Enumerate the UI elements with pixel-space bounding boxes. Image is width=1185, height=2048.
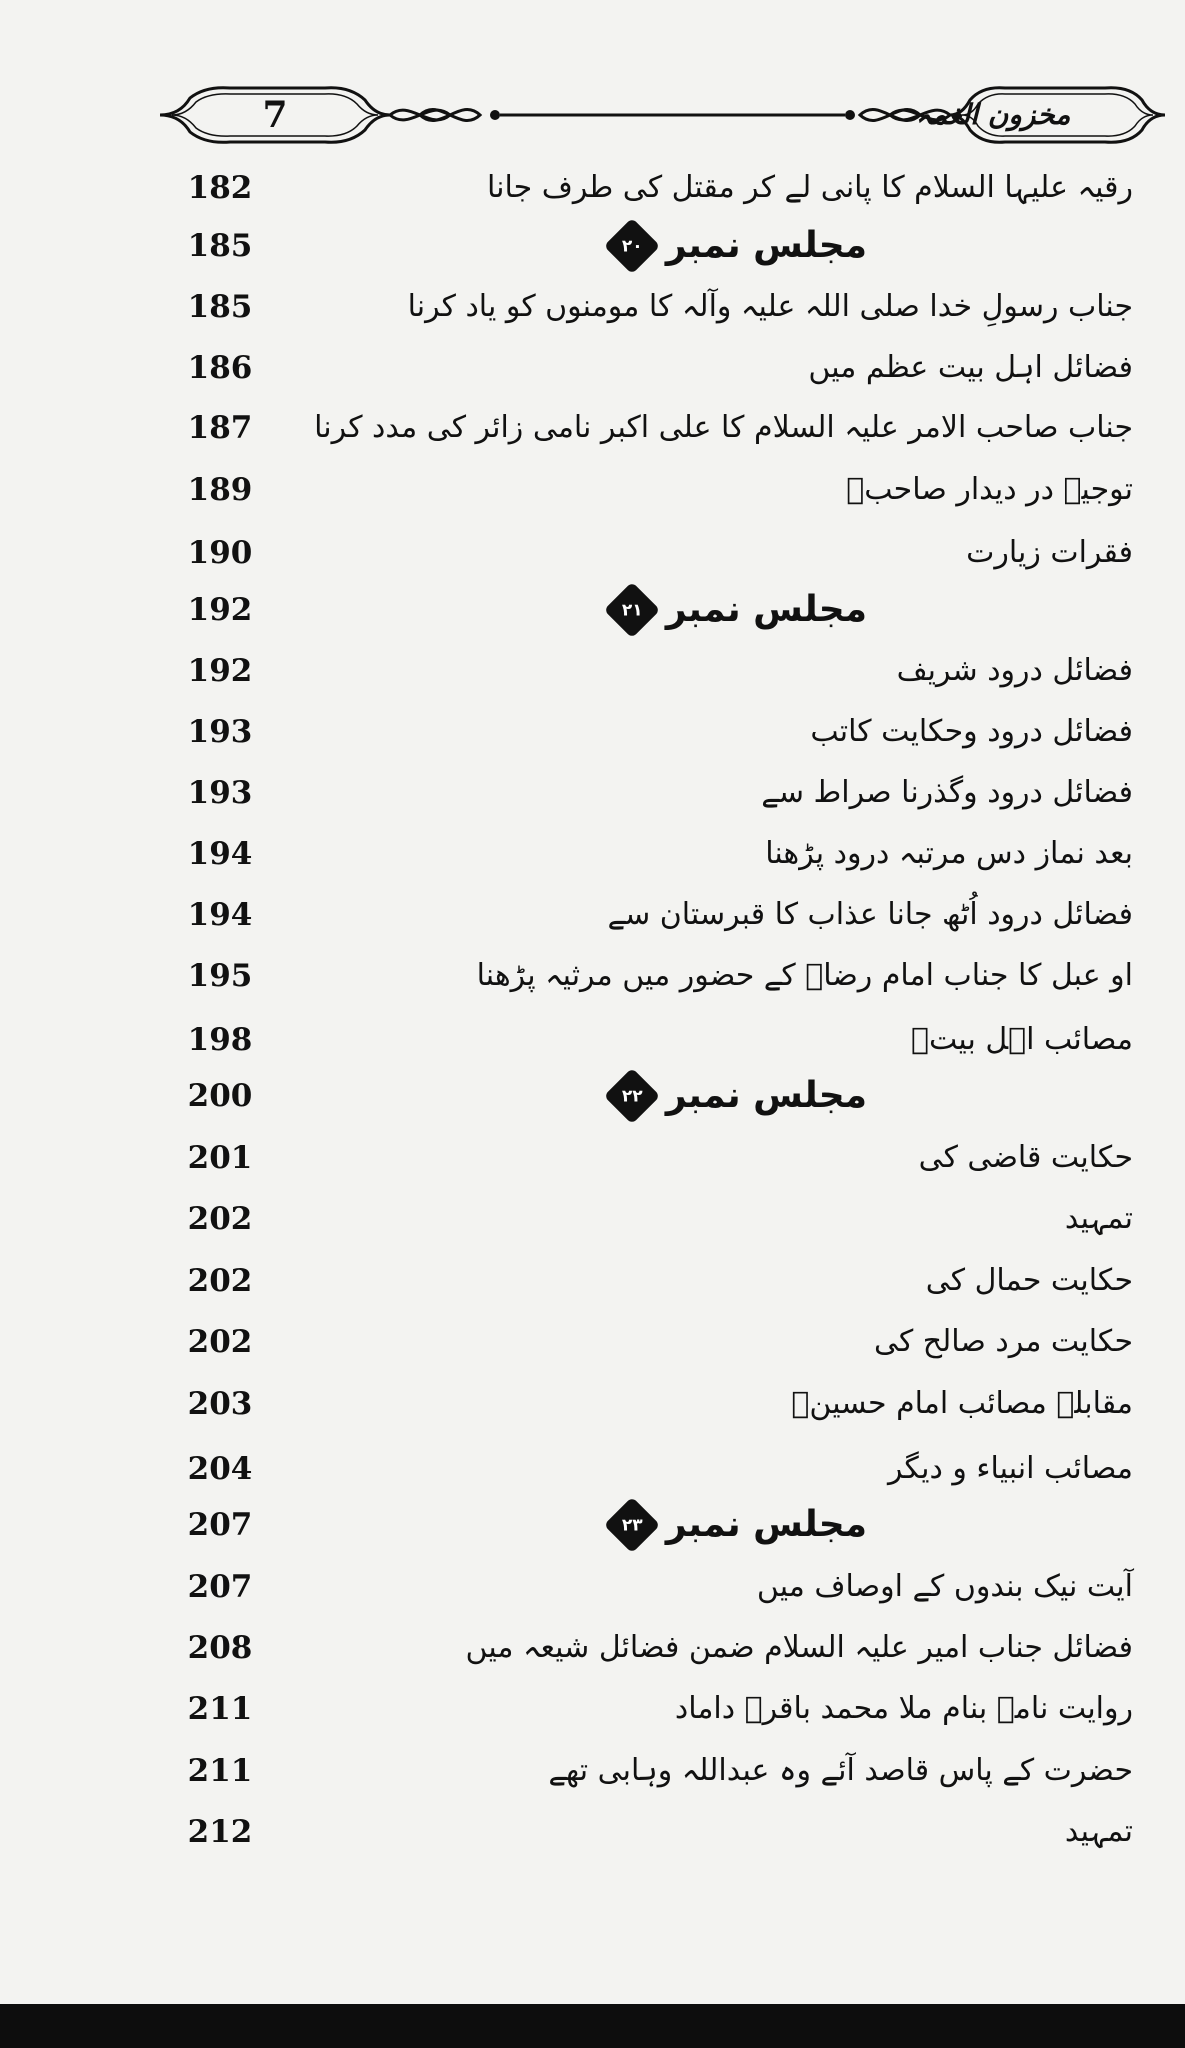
toc-page-number: 211	[187, 1691, 253, 1727]
toc-entry	[0, 1191, 1185, 1247]
toc-entry	[0, 160, 1185, 216]
toc-entry-title: حکایت حمال کی	[925, 1263, 1133, 1298]
toc-entry-title: حضرت کے پاس قاصد آئے وہ عبداللہ وہابی تھے	[548, 1753, 1133, 1788]
page-number: 7	[262, 94, 288, 136]
toc-page-number: 200	[187, 1078, 253, 1114]
majlis-number: ۲۲	[621, 1086, 643, 1107]
toc-entry	[0, 1441, 1185, 1497]
majlis-heading-text: مجلس نمبر	[665, 1504, 867, 1545]
toc-page-number: 194	[187, 836, 253, 872]
toc-entry-title: حکایت قاضی کی	[918, 1140, 1133, 1175]
toc-entry-title: مقابلہ مصائب امام حسینؑ	[791, 1386, 1133, 1421]
toc-page-number: 208	[187, 1630, 253, 1666]
toc-entry	[0, 1743, 1185, 1799]
page-header	[150, 78, 1168, 158]
toc-entry	[0, 525, 1185, 581]
toc-page-number: 192	[187, 653, 253, 689]
toc-page-number: 198	[187, 1022, 253, 1058]
toc-entry-title: بعد نماز دس مرتبہ درود پڑھنا	[765, 836, 1133, 871]
majlis-heading	[606, 1499, 867, 1551]
scan-bottom-edge	[0, 2004, 1185, 2048]
majlis-heading	[606, 1070, 867, 1122]
majlis-number: ۲۳	[621, 1515, 643, 1536]
toc-section-heading	[0, 582, 1185, 638]
book-title: مخزون الغمہ	[915, 98, 1071, 131]
toc-page-number: 202	[187, 1201, 253, 1237]
toc-entry	[0, 826, 1185, 882]
toc-entry-title: فضائل جناب امیر علیہ السلام ضمن فضائل شیعہ میں	[465, 1630, 1133, 1665]
toc-page-number: 212	[187, 1814, 253, 1850]
toc-entry	[0, 704, 1185, 760]
majlis-heading-text: مجلس نمبر	[665, 225, 867, 266]
toc-entry-title: فقرات زیارت	[966, 535, 1133, 570]
toc-page-number: 211	[187, 1753, 253, 1789]
toc-page-number: 187	[187, 410, 253, 446]
toc-page-number: 192	[187, 592, 253, 628]
toc-entry	[0, 1376, 1185, 1432]
toc-entry-title: فضائل اہل بیت عظم میں	[808, 350, 1133, 385]
toc-page-number: 204	[187, 1451, 253, 1487]
toc-entry-title: تمہید	[1064, 1201, 1133, 1236]
toc-entry-title: فضائل درود اُٹھ جانا عذاب کا قبرستان سے	[607, 897, 1133, 932]
toc-section-heading	[0, 218, 1185, 274]
majlis-number-badge	[604, 582, 661, 639]
toc-entry	[0, 1804, 1185, 1860]
majlis-number: ۲۰	[621, 236, 643, 257]
toc-page-number: 189	[187, 472, 253, 508]
toc-page-number: 185	[187, 228, 253, 264]
toc-section-heading	[0, 1068, 1185, 1124]
toc-page-number: 193	[187, 775, 253, 811]
toc-entry-title: رقیہ علیہا السلام کا پانی لے کر مقتل کی طرف جانا	[487, 170, 1133, 205]
majlis-heading-text: مجلس نمبر	[665, 1075, 867, 1116]
toc-entry-title: جناب رسولِ خدا صلی اللہ علیہ وآلہ کا مومنوں کو یاد کرنا	[407, 289, 1133, 324]
toc-page-number: 193	[187, 714, 253, 750]
toc-entry	[0, 948, 1185, 1004]
toc-entry-title: روایت نامہ بنام ملا محمد باقرؑ داماد	[674, 1691, 1133, 1726]
toc-entry-title: توجیہ در دیدار صاحبؑ	[846, 472, 1133, 507]
toc-entry-title: مصائب اہل بیتؑ	[910, 1022, 1133, 1057]
toc-entry-title: او عبل کا جناب امام رضاؑ کے حضور میں مرثیہ پڑھنا	[476, 958, 1133, 993]
toc-entry-title: حکایت مرد صالح کی	[873, 1324, 1133, 1359]
toc-page-number: 201	[187, 1140, 253, 1176]
toc-entry	[0, 1681, 1185, 1737]
toc-entry	[0, 765, 1185, 821]
toc-page-number: 207	[187, 1569, 253, 1605]
majlis-number: ۲۱	[621, 600, 643, 621]
toc-page-number: 186	[187, 350, 253, 386]
toc-entry	[0, 1012, 1185, 1068]
toc-entry-title: آیت نیک بندوں کے اوصاف میں	[756, 1569, 1133, 1604]
toc-entry-title: جناب صاحب الامر علیہ السلام کا علی اکبر نامی زائر کی مدد کرنا	[314, 410, 1133, 445]
toc-entry-title: مصائب انبیاء و دیگر	[888, 1451, 1133, 1486]
toc-page-number: 195	[187, 958, 253, 994]
toc-page-number: 207	[187, 1507, 253, 1543]
toc-entry	[0, 1130, 1185, 1186]
toc-page-number: 202	[187, 1324, 253, 1360]
majlis-heading-text: مجلس نمبر	[665, 589, 867, 630]
toc-entry	[0, 1253, 1185, 1309]
toc-entry	[0, 462, 1185, 518]
toc-page-number: 182	[187, 170, 253, 206]
toc-page-number: 203	[187, 1386, 253, 1422]
toc-entry	[0, 1314, 1185, 1370]
toc-entry	[0, 887, 1185, 943]
majlis-heading	[606, 220, 867, 272]
toc-entry	[0, 643, 1185, 699]
majlis-number-badge	[604, 1068, 661, 1125]
toc-entry	[0, 400, 1185, 456]
toc-entry-title: تمہید	[1064, 1814, 1133, 1849]
toc-entry	[0, 1620, 1185, 1676]
toc-page-number: 202	[187, 1263, 253, 1299]
toc-entry-title: فضائل درود شریف	[896, 653, 1133, 688]
toc-page-number: 190	[187, 535, 253, 571]
toc-entry	[0, 279, 1185, 335]
toc-entry-title: فضائل درود وحکایت کاتب	[810, 714, 1133, 749]
toc-entry	[0, 340, 1185, 396]
majlis-heading	[606, 584, 867, 636]
majlis-number-badge	[604, 218, 661, 275]
toc-section-heading	[0, 1497, 1185, 1553]
toc-entry-title: فضائل درود وگذرنا صراط سے	[761, 775, 1133, 810]
majlis-number-badge	[604, 1497, 661, 1554]
toc-page-number: 194	[187, 897, 253, 933]
toc-entry	[0, 1559, 1185, 1615]
toc-page-number: 185	[187, 289, 253, 325]
